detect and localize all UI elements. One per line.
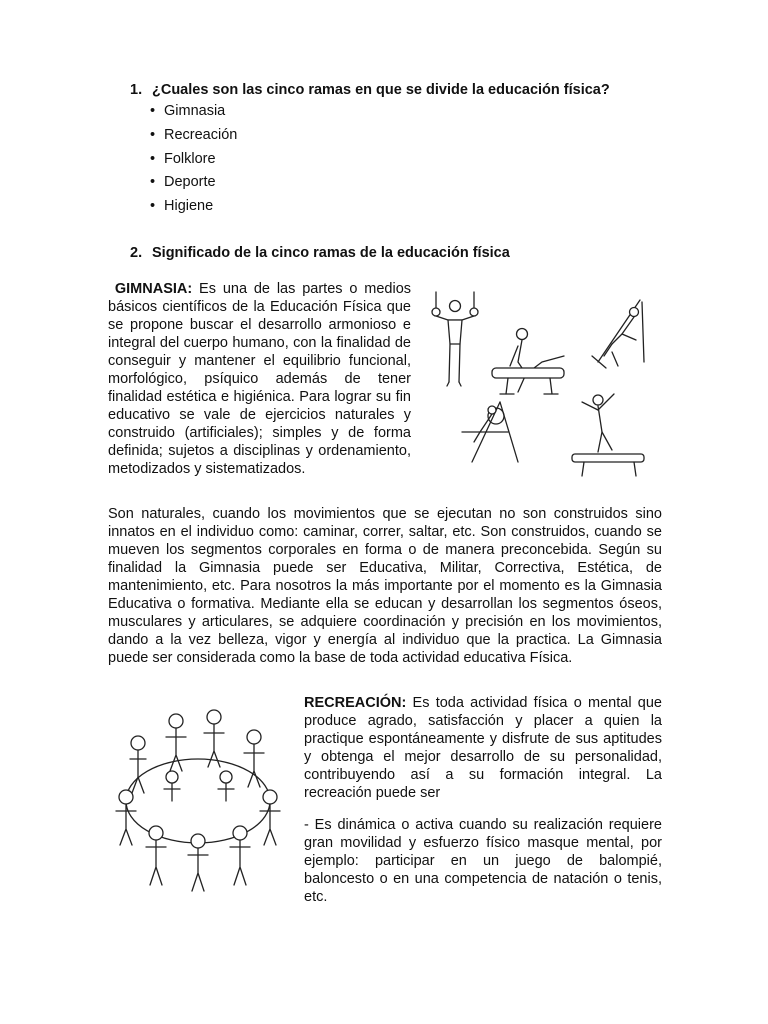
list-item-label: Folklore [164,150,216,167]
recreacion-lead: RECREACIÓN: [304,695,407,711]
child-figure [204,710,224,767]
child-figure [230,826,250,885]
question-2-number: 2. [130,245,143,261]
branches-list [150,102,237,221]
child-figure [164,771,180,801]
balance-beam-figure [572,394,644,476]
child-figure [116,790,136,845]
rings-gymnast-figure [432,292,478,386]
question-1-text: ¿Cuales son las cinco ramas en que se divide la educación física? [152,82,610,98]
child-figure [260,790,280,845]
recreacion-body: Es toda actividad física o mental que produce agrado, satisfacción y placer a quien la practique espontáneamente y disfrute de sus aptitudes y obtenga el mejor desarrollo de su personalidad, contribuyendo así a su formación integral. La recreación puede ser [304,695,662,801]
list-item-label: Gimnasia [164,103,226,119]
dinamica-paragraph: - Es dinámica o activa cuando su realización requiere gran movilidad y esfuerzo físico masque mental, por ejemplo: participar en un juego de balompié, baloncesto o en una competencia de natación o tenis, etc. [304,817,662,905]
recreation-illustration [108,697,288,897]
gimnasia-paragraph [108,280,411,478]
gimnasia-lead: GIMNASIA: [114,281,193,297]
recreacion-paragraph [304,694,662,802]
bullet-icon: • [150,150,156,167]
bullet-icon: • [150,198,156,215]
list-item-label: Recreación [164,126,238,143]
bullet-icon: • [150,126,156,143]
list-item [150,173,237,197]
uneven-bars-figure [592,300,644,368]
list-item [150,150,237,174]
child-figure [218,771,234,801]
naturales-paragraph: Son naturales, cuando los movimientos que se ejecutan no son construidos sino innatos en el individuo como: caminar, correr, saltar, etc. Son construidos, cuando se mueven los segmentos corporales en forma o de manera preconcebida. Según su finalidad la Gimnasia puede ser Educativa, Militar, Correctiva, Estética, de mantenimiento, etc. Para nosotros la más importante por el momento es la Gimnasia Educativa o formativa. Mediante ella se educan y desarrollan los segmentos óseos, musculares y articulares, se adquiere coordinación y precisión en los movimientos, dando a la vez belleza, vigor y energía al individuo que la practica. La Gimnasia puede ser considerada como la base de toda actividad educativa Física. [108,506,662,666]
list-item-label: Higiene [164,198,214,215]
children-circle-drawing [108,697,288,897]
child-figure [188,834,208,891]
horizontal-bar-figure [462,402,518,462]
child-figure [130,736,146,793]
pommel-horse-figure [492,329,564,395]
list-item [150,197,237,221]
gymnastics-illustration [422,282,662,482]
list-item [150,102,237,126]
question-1-number: 1. [130,82,143,98]
question-1-heading [130,81,610,99]
bullet-icon: • [150,174,156,191]
child-figure [146,826,166,885]
list-item [150,126,237,150]
question-2-text: Significado de la cinco ramas de la educación física [152,245,510,261]
child-figure [244,730,264,787]
question-2-heading [130,244,510,262]
bullet-icon: • [150,103,156,119]
gymnasts-drawing [422,282,662,482]
gimnasia-body: Es una de las partes o medios básicos científicos de la Educación Física que se propone buscar el desarrollo armonioso e integral del cuerpo humano, con la finalidad de conseguir y mantener el equilibrio funcional, morfológico, psíquico además de tener finalidad estética e higiénica. Para lograr su fin educativo se vale de ejercicios naturales y construido (artificiales); simples y de forma definida; sujetos a disciplinas y ordenamiento, metodizados y sistematizados. [108,281,412,477]
list-item-label: Deporte [164,174,216,191]
